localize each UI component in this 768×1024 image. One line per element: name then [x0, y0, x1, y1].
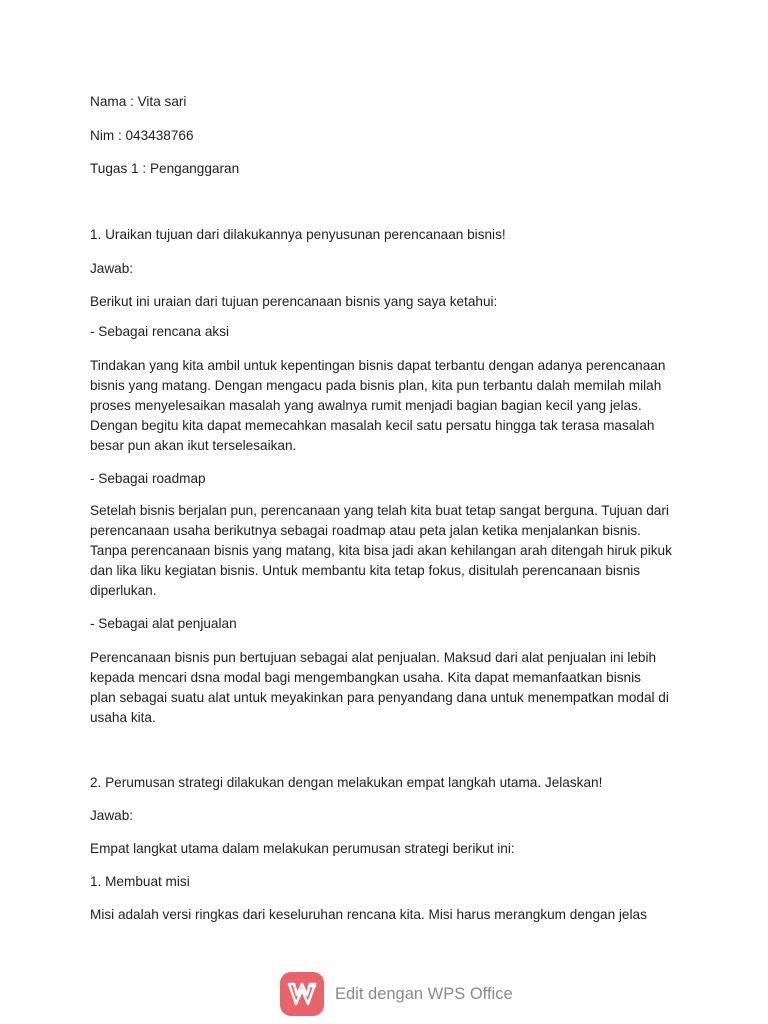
point-3-title: - Sebagai alat penjualan — [90, 616, 237, 631]
answer-label-2: Jawab: — [90, 808, 134, 823]
assignment-title: Tugas 1 : Penganggaran — [90, 161, 240, 176]
answer-label-1: Jawab: — [90, 261, 134, 276]
point-1-line: Dengan begitu kita dapat memecahkan masalah kecil satu persatu hingga tak terasa masalah — [90, 418, 655, 433]
point-2-line: Tanpa perencanaan bisnis yang matang, kita bisa jadi akan kehilangan arah ditengah hiruk pikuk — [90, 543, 672, 558]
wps-edit-banner[interactable] — [280, 971, 513, 1017]
question-1: 1. Uraikan tujuan dari dilakukannya penyusunan perencanaan bisnis! — [90, 227, 506, 242]
point-1-line: bisnis yang matang. Dengan mengacu pada bisnis plan, kita pun terbantu dalah memilah milah — [90, 378, 662, 393]
point-3-line: Perencanaan bisnis pun bertujuan sebagai alat penjualan. Maksud dari alat penjualan ini lebih — [90, 650, 657, 665]
student-nim: Nim : 043438766 — [90, 128, 194, 143]
point-3-line: kepada mencari dsna modal bagi mengembangkan usaha. Kita dapat memanfaatkan bisnis — [90, 670, 641, 685]
point-1-title: - Sebagai rencana aksi — [90, 324, 230, 339]
question-2: 2. Perumusan strategi dilakukan dengan melakukan empat langkah utama. Jelaskan! — [90, 775, 603, 790]
wps-edit-label[interactable]: Edit dengan WPS Office — [335, 984, 513, 1003]
point-1-line: besar pun akan ikut terselesaikan. — [90, 438, 297, 453]
point-2-title: - Sebagai roadmap — [90, 471, 206, 486]
point-3-line: plan sebagai suatu alat untuk meyakinkan para penyandang dana untuk menempatkan modal di — [90, 690, 669, 705]
point-1-line: proses menyelesaikan masalah yang awalnya rumit menjadi bagian bagian kecil yang jelas. — [90, 398, 642, 413]
point-2-line: diperlukan. — [90, 583, 157, 598]
point-2-line: perencanaan usaha berikutnya sebagai roadmap atau peta jalan ketika menjalankan bisnis. — [90, 523, 641, 538]
point-2-line: dan lika liku kegiatan bisnis. Untuk membantu kita tetap fokus, disitulah perencanaan bisnis — [90, 563, 641, 578]
student-name: Nama : Vita sari — [90, 94, 187, 109]
point-1-line: Tindakan yang kita ambil untuk kepentingan bisnis dapat terbantu dengan adanya perencanaan — [90, 358, 666, 373]
step-1-title: 1. Membuat misi — [90, 874, 190, 889]
answer-2-intro: Empat langkat utama dalam melakukan perumusan strategi berikut ini: — [90, 841, 515, 856]
step-1-line: Misi adalah versi ringkas dari keseluruhan rencana kita. Misi harus merangkum dengan jelas — [90, 907, 647, 922]
wps-w-glyph — [287, 981, 317, 1007]
answer-1-intro: Berikut ini uraian dari tujuan perencanaan bisnis yang saya ketahui: — [90, 294, 498, 309]
wps-w-icon — [280, 972, 324, 1016]
point-3-line: usaha kita. — [90, 710, 156, 725]
point-2-line: Setelah bisnis berjalan pun, perencanaan yang telah kita buat tetap sangat berguna. Tujuan dari — [90, 503, 669, 518]
